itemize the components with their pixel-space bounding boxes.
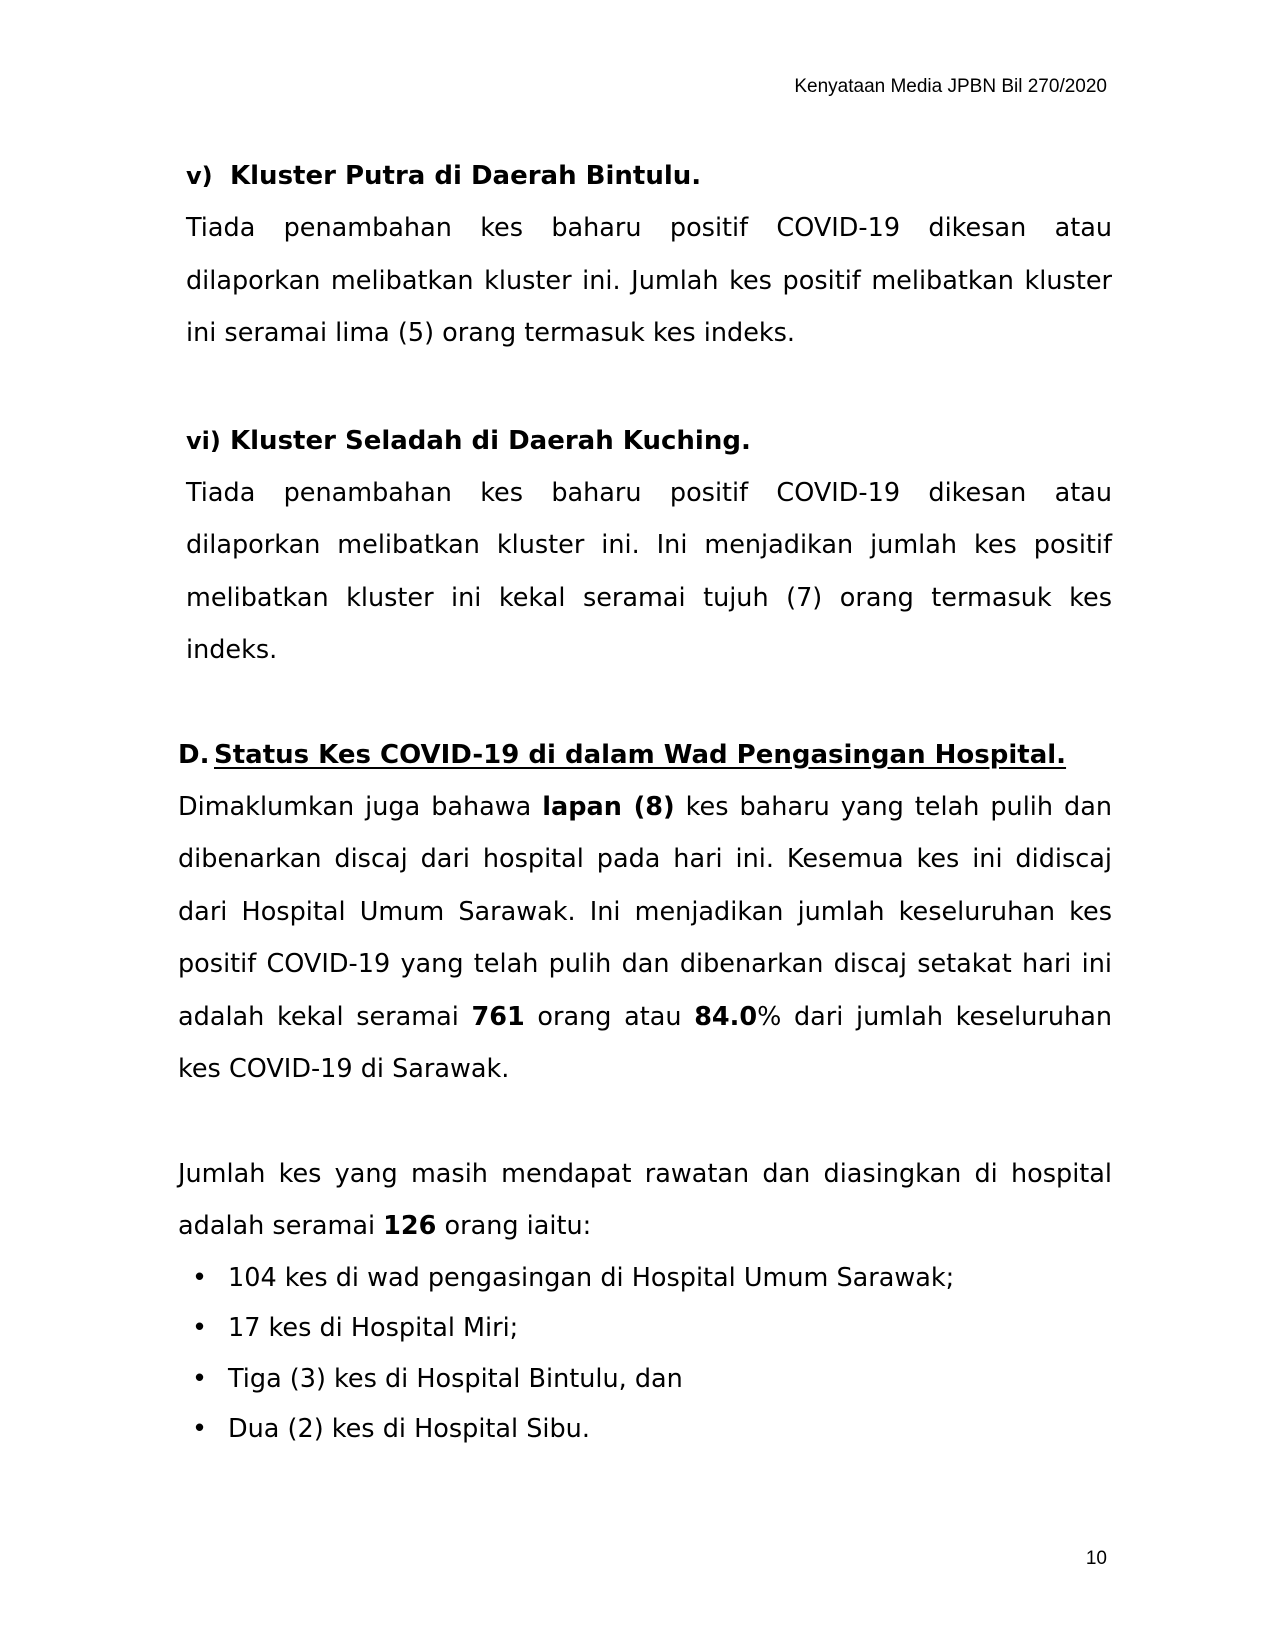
recovery-percentage: 84.0 xyxy=(694,1001,758,1032)
cluster-seladah-body: Tiada penambahan kes baharu positif COVID-19 dikesan atau dilaporkan melibatkan kluster ini. Ini menjadikan jumlah kes positif melibatkan kluster ini kekal seramai tujuh (7) orang termasuk kes indeks. xyxy=(186,477,1112,665)
total-recovered-count: 761 xyxy=(471,1001,525,1032)
cluster-putra-section xyxy=(186,150,1112,360)
hospital-status-section xyxy=(178,729,1112,1455)
cluster-seladah-title: Kluster Seladah di Daerah Kuching xyxy=(230,425,741,456)
treatment-paragraph: Jumlah kes yang masih mendapat rawatan dan diasingkan di hospital adalah seramai 126 orang iaitu: xyxy=(178,1158,1112,1241)
section-d-letter: D. xyxy=(178,739,210,770)
cluster-putra-title-end: . xyxy=(691,161,702,191)
discharge-paragraph: Dimaklumkan juga bahawa lapan (8) kes baharu yang telah pulih dan dibenarkan discaj dari hospital pada hari ini. Kesemua kes ini didiscaj dari Hospital Umum Sarawak. Ini menjadikan jumlah keseluruhan kes positif COVID-19 yang telah pulih dan dibenarkan discaj setakat hari ini adalah kekal seramai 761 orang atau 84.0% dari jumlah keseluruhan kes COVID-19 di Sarawak. xyxy=(178,791,1113,1084)
document-reference: Kenyataan Media JPBN Bil 270/2020 xyxy=(794,76,1107,97)
in-treatment-count: 126 xyxy=(383,1211,437,1241)
cluster-seladah-title-end: . xyxy=(740,425,751,456)
section-d-title: Status Kes COVID-19 di dalam Wad Pengasingan Hospital. xyxy=(214,739,1067,770)
page-number: 10 xyxy=(1085,1548,1107,1569)
list-item: • Tiga (3) kes di Hospital Bintulu, dan xyxy=(178,1354,1112,1405)
list-item: • Dua (2) kes di Hospital Sibu. xyxy=(178,1404,1112,1455)
document-body xyxy=(178,150,1113,1455)
hospital-list xyxy=(178,1253,1112,1455)
cluster-seladah-number: vi) xyxy=(186,426,221,455)
cluster-putra-heading xyxy=(186,150,1112,202)
cluster-putra-body: Tiada penambahan kes baharu positif COVID-19 dikesan atau dilaporkan melibatkan kluster ini. Jumlah kes positif melibatkan kluster ini seramai lima (5) orang termasuk kes indeks. xyxy=(186,213,1112,348)
list-item: • 104 kes di wad pengasingan di Hospital Umum Sarawak; xyxy=(178,1253,1112,1304)
cluster-seladah-section xyxy=(186,415,1112,677)
list-item: • 17 kes di Hospital Miri; xyxy=(178,1303,1112,1354)
section-d-heading xyxy=(178,729,1112,781)
new-recovered-count: lapan (8) xyxy=(542,791,675,822)
cluster-seladah-heading xyxy=(186,415,1112,467)
cluster-putra-title: Kluster Putra di Daerah Bintulu xyxy=(230,161,692,191)
cluster-putra-number: v) xyxy=(186,162,213,190)
